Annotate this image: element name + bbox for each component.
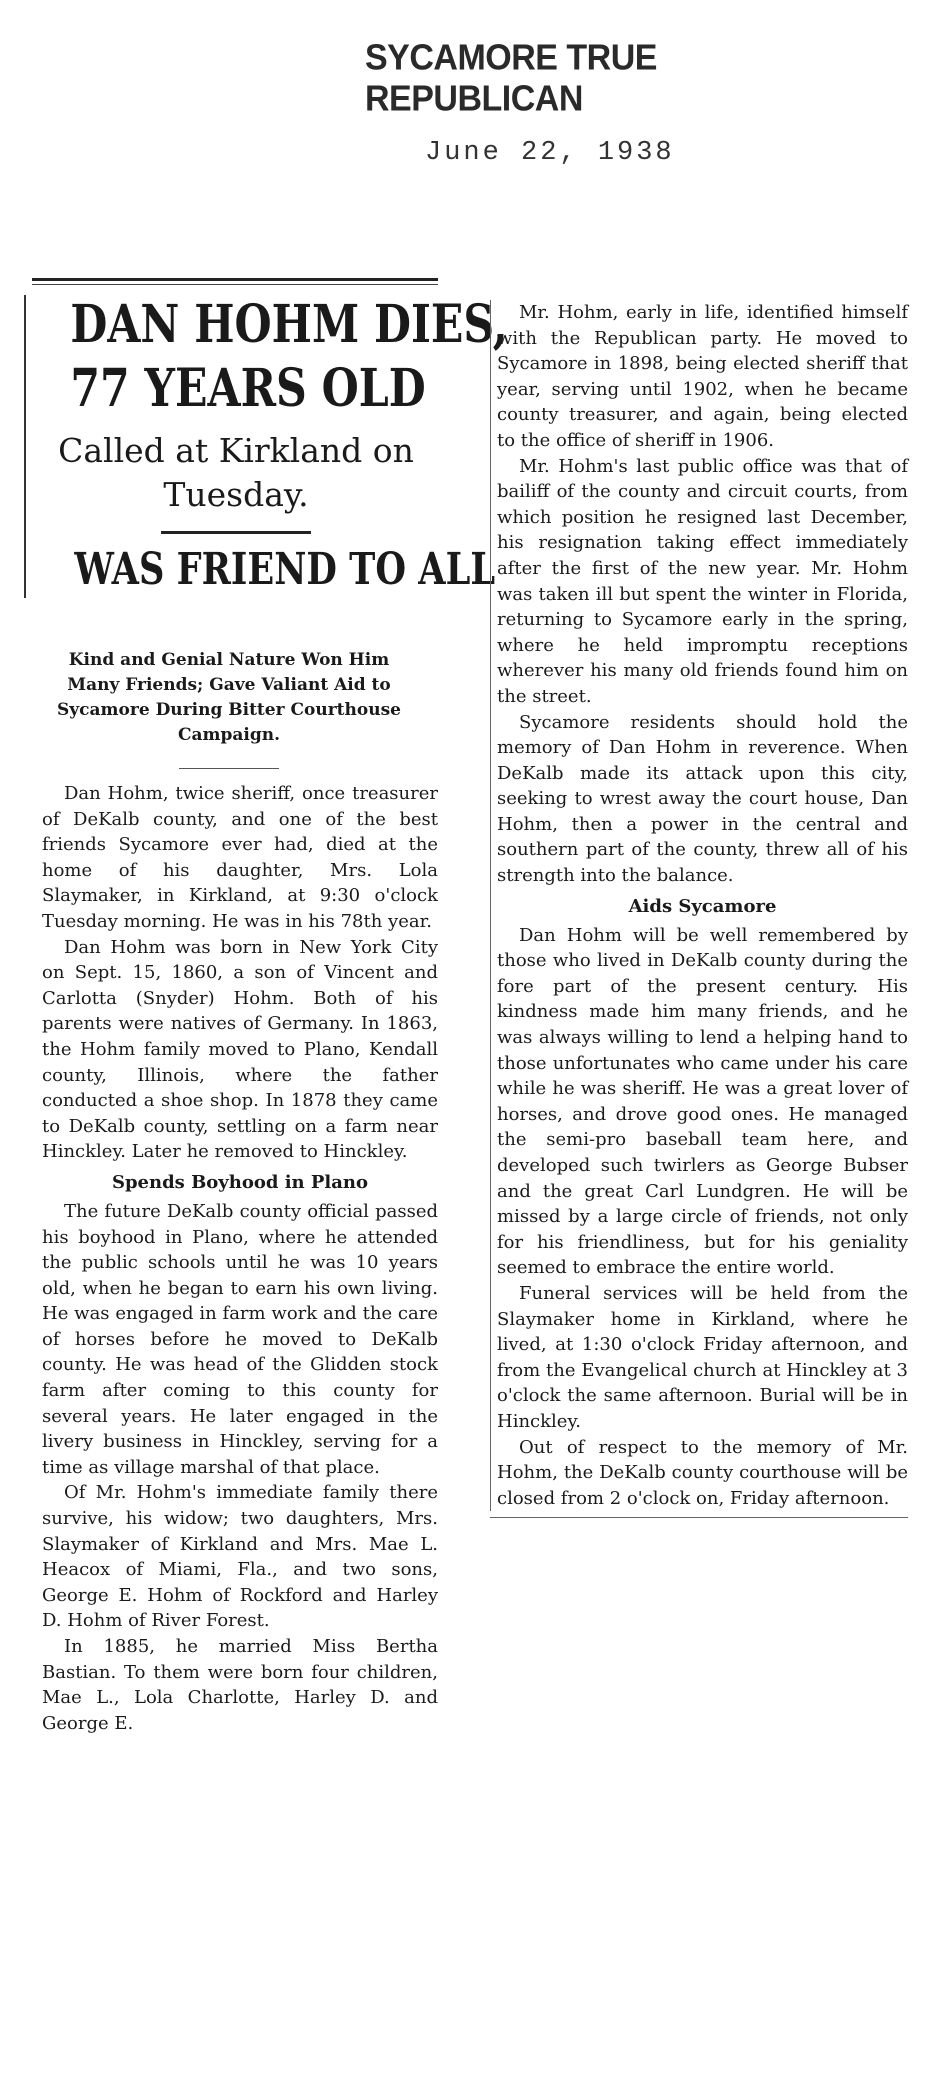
subheadline: Called at Kirkland on Tuesday. (58, 431, 414, 514)
headline-line-1: DAN HOHM DIES, (70, 294, 508, 355)
article-paragraph: The future DeKalb county official passed his boyhood in Plano, where he attended the public schools until he was 10 years old, when he began to earn his own living. He was engaged in farm work and the care of horses before he moved to DeKalb county. He was head of the Glidden stock farm after coming to this county for several years. He later engaged in the livery business in Hinckley, serving for a time as village marshal of that place. (42, 1200, 438, 1478)
headline-box (24, 294, 508, 598)
date-line: June 22, 1938 (425, 138, 675, 168)
article-paragraph: Sycamore residents should hold the memory of Dan Hohm in reverence. When DeKalb made its attack upon this city, seeking to wrest away the court house, Dan Hohm, then a power in the central and southern part of the county, threw all of his strength into the balance. (497, 711, 908, 887)
column-end-rule (490, 1517, 908, 1518)
article-paragraph: Dan Hohm will be well remembered by those who lived in DeKalb county during the fore part of the present century. His kindness made him many friends, and he was always willing to lend a helping hand to those unfortunates who came under his care while he was sheriff. He was a great lover of horses, and drove good ones. He managed the semi-pro baseball team here, and developed such twirlers as George Bubser and the great Carl Lundgren. He will be missed by a large circle of friends, not only for his friendliness, but for his geniality seemed to embrace the entire world. (497, 924, 908, 1279)
headline-line-2: 77 YEARS OLD (70, 358, 426, 419)
right-column-body (490, 300, 908, 1511)
left-column (20, 278, 508, 1736)
article-paragraph: Mr. Hohm's last public office was that of bailiff of the county and circuit courts, from which position he resigned last December, his resignation taking effect immediately after the first of the new year. Mr. Hohm was taken ill but spent the winter in Florida, returning to Sycamore early in the spring, where he held impromptu receptions wherever his many old friends found him on the street. (497, 455, 908, 707)
article-paragraph: Funeral services will be held from the Slaymaker home in Kirkland, where he lived, at 1:30 o'clock Friday afternoon, and from the Evangelical church at Hinckley at 3 o'clock the same afternoon. Burial will be in Hinckley. (497, 1282, 908, 1432)
top-rule (32, 278, 438, 281)
article-paragraph: Dan Hohm was born in New York City on Sept. 15, 1860, a son of Vincent and Carlotta (Snyder) Hohm. Both of his parents were natives of Germany. In 1863, the Hohm family moved to Plano, Kendall county, Illinois, where the father conducted a shoe shop. In 1878 they came to DeKalb county, settling on a farm near Hinckley. Later he removed to Hinckley. (42, 936, 438, 1163)
section-subhead: Aids Sycamore (628, 895, 777, 917)
article-paragraph: Mr. Hohm, early in life, identified himself with the Republican party. He moved to Sycamore in 1898, being elected sheriff that year, serving until 1902, when he became county treasurer, and again, being elected to the office of sheriff in 1906. (497, 302, 908, 451)
right-column (490, 300, 908, 1518)
article-paragraph: Dan Hohm, twice sheriff, once treasurer of DeKalb county, and one of the best friends Sycamore ever had, died at the home of his daughter, Mrs. Lola Slaymaker, in Kirkland, at 9:30 o'clock Tuesday morning. He was in his 78th year. (42, 783, 438, 932)
top-rule-thin (32, 284, 438, 285)
second-headline: WAS FRIEND TO ALL (74, 544, 496, 595)
deck-divider (179, 768, 279, 769)
article-paragraph: Of Mr. Hohm's immediate family there survive, his widow; two daughters, Mrs. Slaymaker of Kirkland and Mrs. Mae L. Heacox of Miami, Fla., and two sons, George E. Hohm of Rockford and Harley D. Hohm of River Forest. (42, 1482, 438, 1632)
article-paragraph: In 1885, he married Miss Bertha Bastian. To them were born four children, Mae L., Lola Charlotte, Harley D. and George E. (42, 1636, 438, 1734)
section-subhead: Spends Boyhood in Plano (111, 1171, 369, 1193)
article-paragraph: Out of respect to the memory of Mr. Hohm, the DeKalb county courthouse will be closed from 2 o'clock on, Friday afternoon. (497, 1436, 908, 1509)
headline-divider (161, 531, 311, 534)
masthead-stamp: SYCAMORE TRUE REPUBLICAN (365, 38, 657, 119)
headline-deck: Kind and Genial Nature Won Him Many Friends; Gave Valiant Aid to Sycamore During Bitter Courthouse Campaign. (57, 650, 401, 745)
